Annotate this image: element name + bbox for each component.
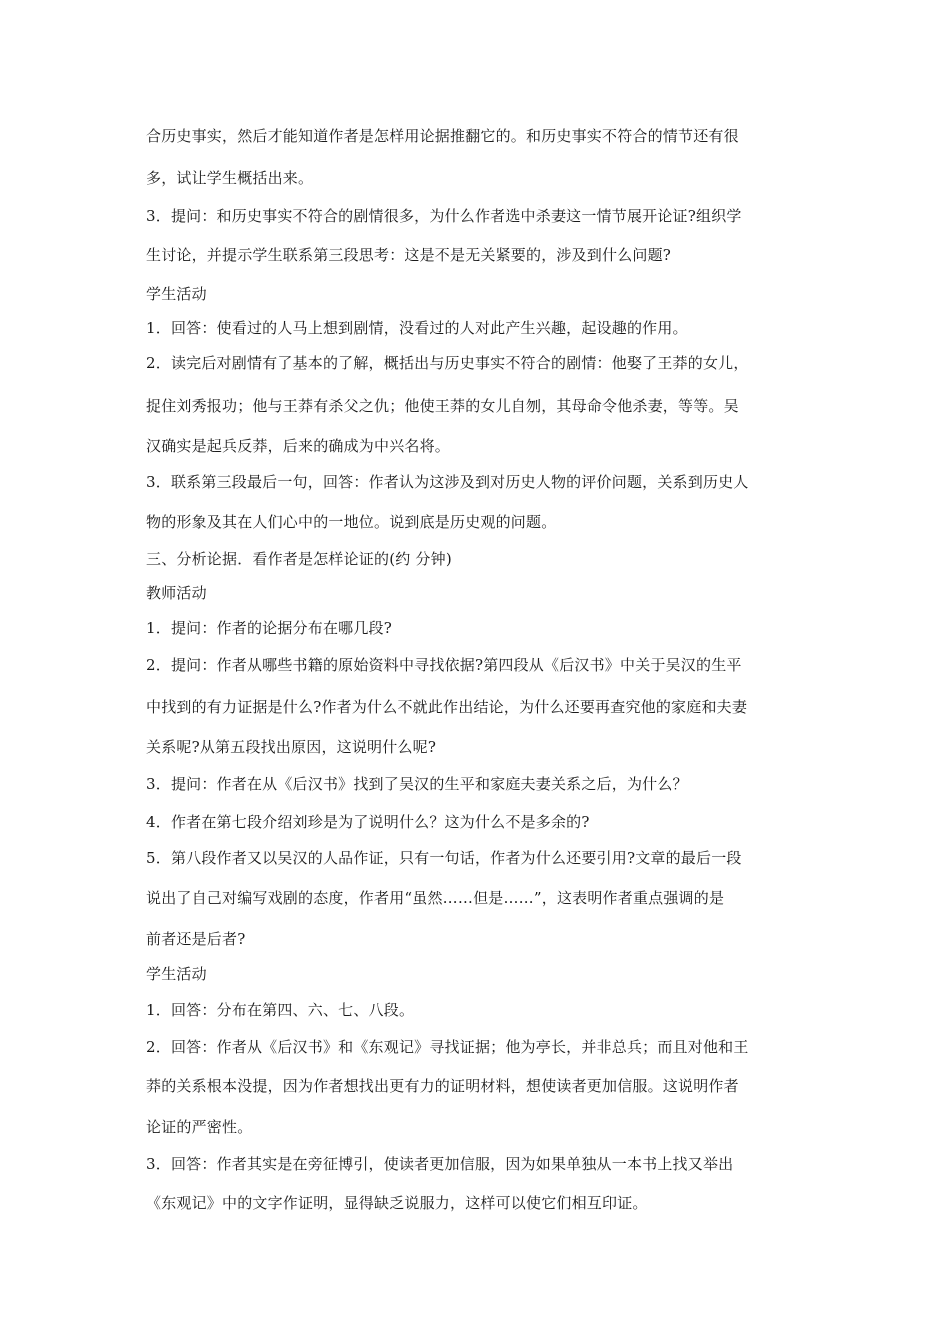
text-line: 关系呢?从第五段找出原因，这说明什么呢? [146,738,437,756]
section-label: 学生活动 [146,965,207,983]
section-label: 教师活动 [146,584,207,602]
text-line: 说出了自己对编写戏剧的态度，作者用“虽然……但是……”，这表明作者重点强调的是 [146,889,725,907]
text-line: 5．第八段作者又以吴汉的人品作证，只有一句话，作者为什么还要引用?文章的最后一段 [146,849,742,867]
text-line: 1．回答：分布在第四、六、七、八段。 [146,1001,415,1019]
text-line: 论证的严密性。 [146,1118,253,1136]
section-heading: 三、分析论据．看作者是怎样论证的(约 分钟) [146,550,452,568]
text-line: 莽的关系根本没提，因为作者想找出更有力的证明材料，想使读者更加信服。这说明作者 [146,1077,739,1095]
text-line: 前者还是后者? [146,930,246,948]
text-line: 2．回答：作者从《后汉书》和《东观记》寻找证据；他为亭长，并非总兵；而且对他和王 [146,1038,749,1056]
text-line: 物的形象及其在人们心中的一地位。说到底是历史观的问题。 [146,513,557,531]
text-line: 1．提问：作者的论据分布在哪几段? [146,619,392,637]
text-line: 3．提问：作者在从《后汉书》找到了吴汉的生平和家庭夫妻关系之后，为什么？ [146,775,688,793]
text-line: 2．读完后对剧情有了基本的了解，概括出与历史事实不符合的剧情：他娶了王莽的女儿， [146,354,749,372]
text-line: 3．联系第三段最后一句，回答：作者认为这涉及到对历史人物的评价问题，关系到历史人 [146,473,749,491]
text-line: 生讨论，并提示学生联系第三段思考：这是不是无关紧要的，涉及到什么问题? [146,246,672,264]
text-line: 1．回答：使看过的人马上想到剧情，没看过的人对此产生兴趣，起设趣的作用。 [146,319,688,337]
text-line: 4．作者在第七段介绍刘珍是为了说明什么？这为什么不是多余的? [146,813,590,831]
text-line: 多，试让学生概括出来。 [146,169,314,187]
text-line: 2．提问：作者从哪些书籍的原始资料中寻找依据?第四段从《后汉书》中关于吴汉的生平 [146,656,742,674]
text-line: 合历史事实，然后才能知道作者是怎样用论据推翻它的。和历史事实不符合的情节还有很 [146,127,739,145]
text-line: 汉确实是起兵反莽，后来的确成为中兴名将。 [146,437,451,455]
text-line: 3．回答：作者其实是在旁征博引，使读者更加信服，因为如果单独从一本书上找又举出 [146,1155,734,1173]
text-line: 捉住刘秀报功；他与王莽有杀父之仇；他使王莽的女儿自刎，其母命令他杀妻，等等。吴 [146,397,739,415]
section-label: 学生活动 [146,285,207,303]
text-line: 中找到的有力证据是什么?作者为什么不就此作出结论，为什么还要再查究他的家庭和夫妻 [146,698,748,716]
text-line: 《东观记》中的文字作证明，显得缺乏说服力，这样可以使它们相互印证。 [146,1194,648,1212]
text-line: 3．提问：和历史事实不符合的剧情很多，为什么作者选中杀妻这一情节展开论证?组织学 [146,207,742,225]
